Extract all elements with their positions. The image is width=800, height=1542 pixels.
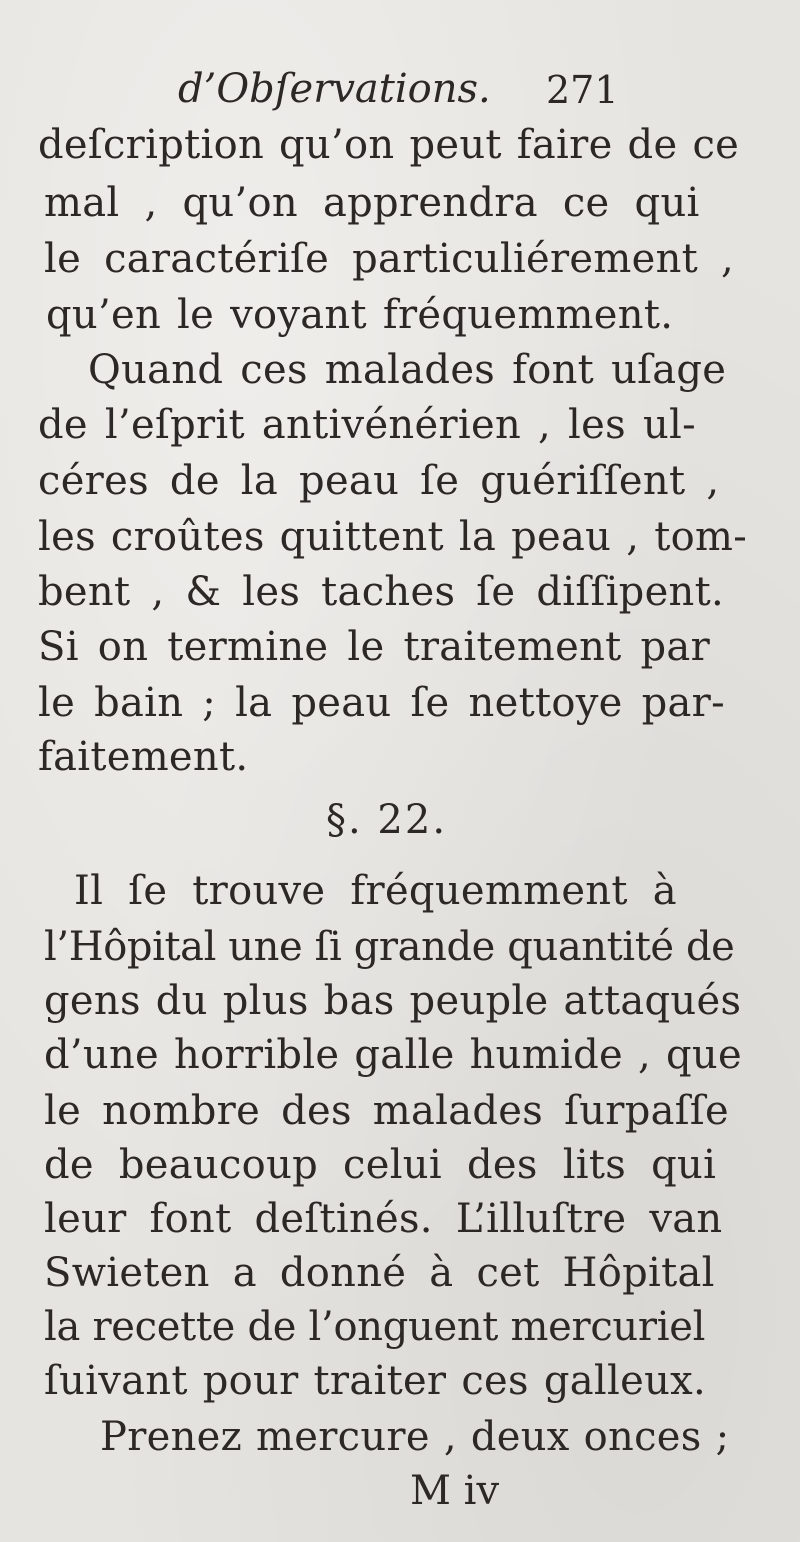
text-line: Swieten a donné à cet Hôpital [44,1250,715,1296]
catchword: M iv [410,1468,500,1514]
running-title: d’Obſervations. [178,66,491,112]
text-line: deſcription qu’on peut faire de ce [38,122,740,168]
page-number: 271 [546,68,619,112]
text-line: le bain ; la peau ſe nettoye par- [38,680,725,726]
text-line: Il ſe trouve fréquemment à [74,868,677,914]
text-line: le caractériſe particuliérement , [44,236,735,282]
text-line: céres de la peau ſe guériſſent , [38,458,720,504]
text-line: de l’eſprit antivénérien , les ul- [38,402,696,448]
text-line: Prenez mercure , deux onces ; [100,1414,730,1460]
text-line: faitement. [38,734,249,780]
text-line: bent , & les taches ſe diſſipent. [38,569,725,615]
running-header [178,66,678,126]
text-line: mal , qu’on apprendra ce qui [44,180,700,226]
text-line: d’une horrible galle humide , que [44,1032,742,1078]
text-line: leur font deſtinés. L’illuſtre van [44,1196,723,1242]
text-line: le nombre des malades ſurpaſſe [44,1088,729,1134]
text-line: l’Hôpital une ſi grande quantité de [44,924,735,970]
text-line: de beaucoup celui des lits qui [44,1142,717,1188]
text-line: la recette de l’onguent mercuriel [44,1304,706,1350]
text-line: gens du plus bas peuple attaqués [44,978,742,1024]
text-line: qu’en le voyant fréquemment. [46,292,674,338]
text-line: les croûtes quittent la peau , tom- [38,514,748,560]
section-heading: §. 22. [326,797,448,843]
text-line: Quand ces malades font uſage [88,347,727,393]
text-line: Si on termine le traitement par [38,624,710,670]
text-line: ſuivant pour traiter ces galleux. [44,1358,707,1404]
